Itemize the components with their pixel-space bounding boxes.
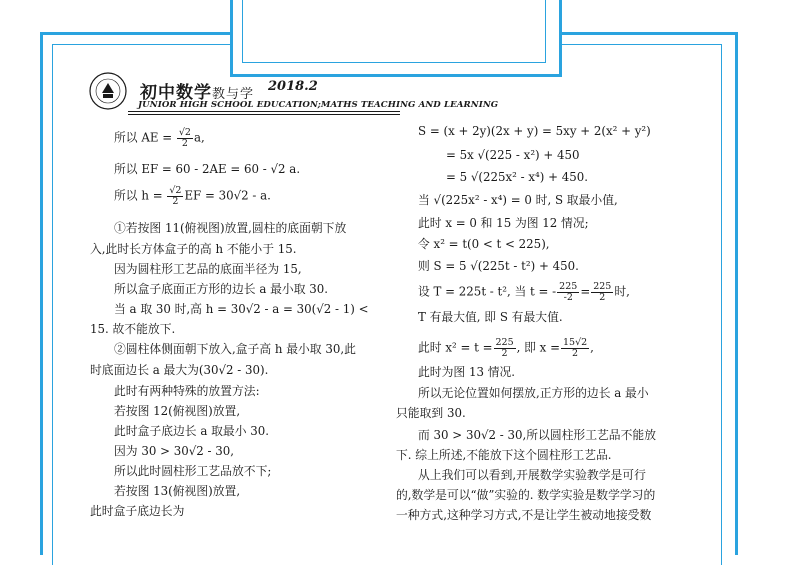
right-line-1: S = (x + 2y)(2x + y) = 5xy + 2(x² + y²) [418,124,651,138]
right-line-16: 从上我们可以看到,开展数学实验教学是可行 [418,468,646,482]
left-line-16: 所以此时圆柱形工艺品放不下; [114,464,272,478]
right-line-3: = 5 √(225x² - x⁴) + 450. [446,170,589,184]
fraction: $\frac{225}{2}$ [593,281,612,303]
header-rule [128,111,400,112]
right-line-13: 只能取到 30. [396,406,466,420]
right-line-10: 此时 x² = t = $\frac{225}{2}$ , 即 x = $\frac{15√2}{2}$ , [418,337,594,359]
fraction: $\frac{225}{2}$ [495,337,514,359]
left-line-1: 所以 AE = $\frac{√2}{2}$ a, [114,127,205,149]
left-line-10: ②圆柱体侧面朝下放入,盒子高 h 最小取 30,此 [114,342,356,356]
left-line-8: 当 a 取 30 时,高 h = 30√2 - a = 30(√2 - 1) < [114,302,369,316]
left-line-7: 所以盒子底面正方形的边长 a 最小取 30. [114,282,328,296]
left-line-13: 若按图 12(俯视图)放置, [114,404,241,418]
left-line-14: 此时盒子底边长 a 取最小 30. [114,424,270,438]
journal-issue: 2018.2 [268,79,318,94]
left-line-3: 所以 h = $\frac{√2}{2}$ EF = 30√2 - a. [114,185,271,207]
right-line-7: 则 S = 5 √(225t - t²) + 450. [418,259,579,273]
blue-frame-top-box-inner [242,0,546,63]
journal-seal-logo [88,71,128,111]
right-line-11: 此时为图 13 情况. [418,365,516,379]
right-line-8: 设 T = 225t - t², 当 t = - $\frac{225}{-2}$ = $\frac{225}{2}$ 时, [418,281,630,303]
fraction: $\frac{225}{-2}$ [559,281,578,303]
left-line-9: 15. 故不能放下. [90,322,176,336]
right-line-6: 令 x² = t(0 < t < 225), [418,237,550,251]
left-line-18: 此时盒子底边长为 [90,504,185,518]
right-line-14: 而 30 > 30√2 - 30,所以圆柱形工艺品不能放 [418,428,656,442]
header-rule-thin [128,114,400,115]
journal-subtitle-en: JUNIOR HIGH SCHOOL EDUCATION;MATHS TEACHING AND LEARNING [138,100,499,110]
left-line-4: ①若按图 11(俯视图)放置,圆柱的底面朝下放 [114,221,347,235]
fraction: $\frac{√2}{2}$ [178,127,191,149]
left-line-5: 入,此时长方体盒子的高 h 不能小于 15. [90,242,297,256]
right-line-18: 一种方式,这种学习方式,不是让学生被动地接受数 [396,508,652,522]
right-line-2: = 5x √(225 - x²) + 450 [446,148,580,162]
right-line-12: 所以无论位置如何摆放,正方形的边长 a 最小 [418,386,649,400]
left-line-15: 因为 30 > 30√2 - 30, [114,444,235,458]
journal-title: 初中数学教与学 [140,83,255,103]
right-line-5: 此时 x = 0 和 15 为图 12 情况; [418,216,589,230]
right-line-4: 当 √(225x² - x⁴) = 0 时, S 取最小值, [418,193,618,207]
fraction: $\frac{15√2}{2}$ [562,337,588,359]
left-line-2: 所以 EF = 60 - 2AE = 60 - √2 a. [114,162,301,176]
left-line-17: 若按图 13(俯视图)放置, [114,484,241,498]
left-line-12: 此时有两种特殊的放置方法: [114,384,260,398]
right-line-17: 的,数学是可以“做”实验的. 数学实验是数学学习的 [396,488,656,502]
left-line-11: 时底面边长 a 最大为(30√2 - 30). [90,363,269,377]
fraction: $\frac{√2}{2}$ [169,185,182,207]
right-line-9: T 有最大值, 即 S 有最大值. [418,310,563,324]
left-line-6: 因为圆柱形工艺品的底面半径为 15, [114,262,302,276]
right-line-15: 下. 综上所述,不能放下这个圆柱形工艺品. [396,448,612,462]
